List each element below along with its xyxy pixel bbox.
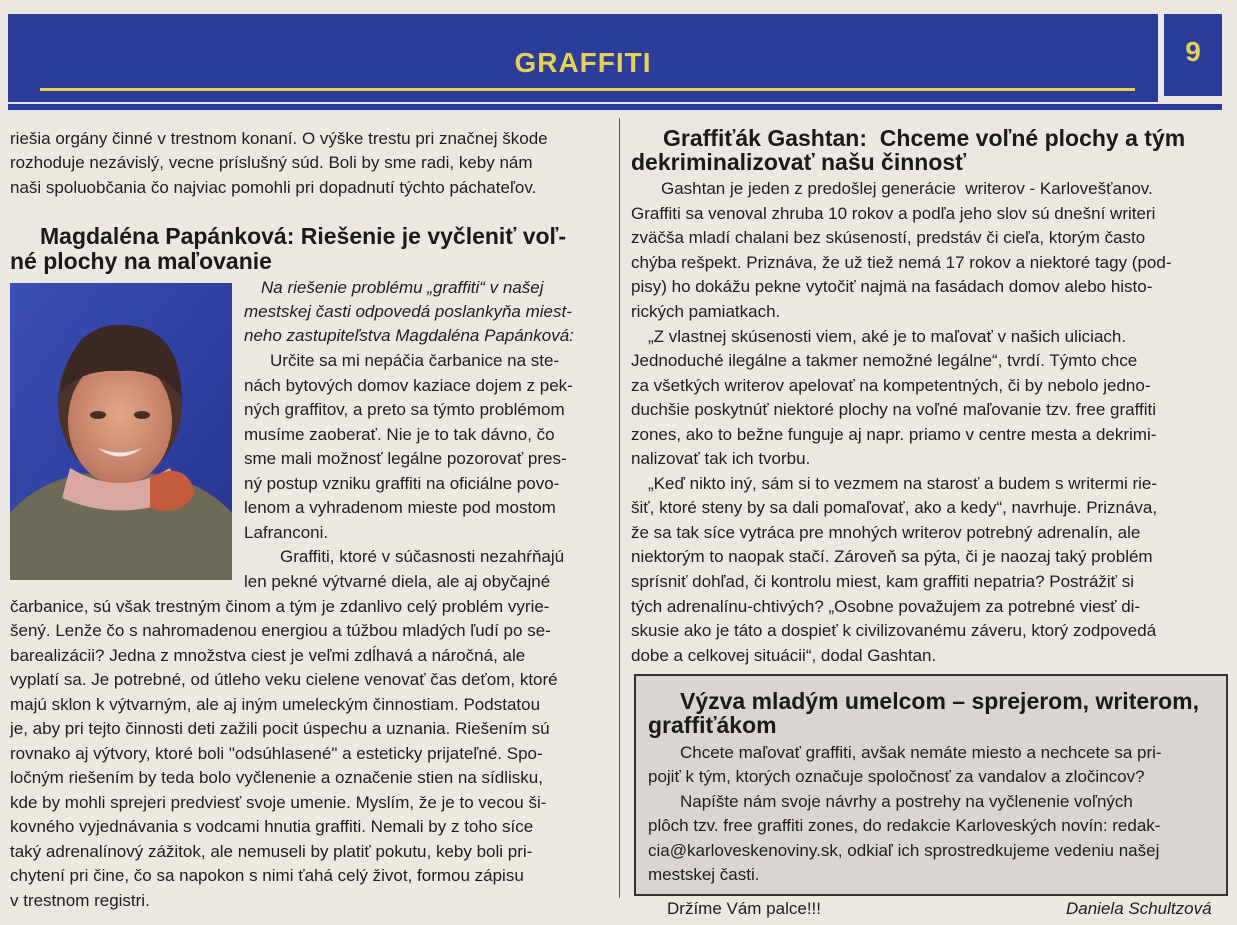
body-line: skusie ako je táto a dospieť k civilizovanému záveru, ktorý zodpovedá	[631, 621, 1157, 640]
body-line: kovného vyjednávania s vodcami hnutia graffiti. Nemali by z toho síce	[10, 817, 534, 836]
box-body-line: cia@karloveskenoviny.sk, odkiaľ ich sprostredkujeme vedeniu našej	[648, 841, 1160, 860]
body-line: len pekné výtvarné diela, ale aj obyčajné	[244, 572, 551, 591]
body-line: tých adrenalínu-chtivých? „Osobne považujem za potrebné viesť di-	[631, 597, 1141, 616]
body-line: vyplatí sa. Je potrebné, od útleho veku cielene venovať čas deťom, ktoré	[10, 670, 558, 689]
box-body-line: pojiť k tým, ktorých označuje spoločnosť za vandalov a zločincov?	[648, 767, 1145, 786]
body-line: lenom a vyhradenom mieste pod mostom	[244, 498, 556, 517]
body-line: barealizácii? Jedna z množstva ciest je veľmi zdĺhavá a náročná, ale	[10, 646, 526, 665]
body-line: Jednoduché ilegálne a takmer nemožné legálne“, tvrdí. Týmto chce	[631, 351, 1138, 370]
author-byline: Daniela Schultzová	[1066, 899, 1212, 918]
body-line: čarbanice, sú však trestným činom a tým je zdanlivo celý problém vyrie-	[10, 597, 550, 616]
body-line: Lafranconi.	[244, 523, 329, 542]
lead-line: neho zastupiteľstva Magdaléna Papánková:	[244, 326, 574, 345]
body-line: Graffiti sa venoval zhruba 10 rokov a podľa jeho slov sú dnešní writeri	[631, 204, 1156, 223]
body-line: Graffiti, ktoré v súčasnosti nezahŕňajú	[280, 547, 565, 566]
page-number: 9	[1185, 36, 1201, 67]
body-line: šený. Lenže čo s nahromadenou energiou a túžbou mladých ľudí po se-	[10, 621, 551, 640]
body-line: musíme zaoberať. Nie je to tak dávno, čo	[244, 425, 555, 444]
header-rule	[40, 88, 1135, 91]
intro-line: naši spoluobčania čo najviac pomohli pri dopadnutí týchto páchateľov.	[10, 178, 537, 197]
body-line: chýba rešpekt. Priznáva, že už tiež nemá 17 rokov a niektoré tagy (pod-	[631, 253, 1172, 272]
intro-line: riešia orgány činné v trestnom konaní. O výške trestu pri značnej škode	[10, 129, 548, 148]
body-line: zones, ako to bežne funguje aj napr. priamo v centre mesta a dekrimi-	[631, 425, 1157, 444]
sign-off: Držíme Vám palce!!!	[667, 899, 821, 918]
box-body-line: Napíšte nám svoje návrhy a postrehy na vyčlenenie voľných	[680, 792, 1133, 811]
body-line: dobe a celkovej situácii“, dodal Gashtan.	[631, 646, 937, 665]
box-body-line: mestskej časti.	[648, 865, 760, 884]
body-line: ných graffitov, a preto sa týmto problémom	[244, 400, 565, 419]
left-headline-line: né plochy na maľovanie	[10, 248, 272, 274]
body-line: sprísniť dohľad, či kontrolu miest, kam graffiti nepatria? Postrážiť si	[631, 572, 1135, 591]
intro-line: rozhoduje nezávislý, vecne príslušný súd. Boli by sme radi, keby nám	[10, 153, 533, 172]
body-line: zväčša mladí chalani bez skúseností, predstáv či cieľa, ktorým často	[631, 228, 1146, 247]
body-line: pisy) ho dokážu pekne vytočiť najmä na fasádach domov alebo histo-	[631, 277, 1153, 296]
body-line: niektorým to naopak stačí. Zároveň sa pýta, či je naozaj taký problém	[631, 547, 1153, 566]
section-title: GRAFFITI	[514, 47, 652, 78]
box-body-line: plôch tzv. free graffiti zones, do redakcie Karloveských novín: redak-	[648, 816, 1161, 835]
body-line: ločným riešením by teda bolo vyčlenenie a označenie stien na sídlisku,	[10, 768, 543, 787]
lead-line: Na riešenie problému „graffiti“ v našej	[261, 278, 544, 297]
body-line: nalizovať tak ich tvorbu.	[631, 449, 811, 468]
portrait-photo	[10, 283, 232, 580]
section-header	[8, 14, 1158, 102]
body-line: majú sklon k výtvarným, ale aj iným umeleckým činnostiam. Podstatou	[10, 695, 541, 714]
body-line: šiť, ktoré steny by sa dali pomaľovať, ako a kedy“, navrhuje. Priznáva,	[631, 498, 1158, 517]
body-line: sme mali možnosť legálne pozorovať pres-	[244, 449, 567, 468]
lead-line: mestskej časti odpovedá poslankyňa miest-	[244, 302, 572, 321]
box-body-line: Chcete maľovať graffiti, avšak nemáte miesto a nechcete sa pri-	[680, 743, 1162, 762]
body-line: za všetkých writerov apelovať na kompetentných, či by nebolo jedno-	[631, 376, 1151, 395]
box-headline-line: graffiťákom	[648, 712, 777, 738]
body-line: Určite sa mi nepáčia čarbanice na ste-	[270, 351, 560, 370]
body-line: „Keď nikto iný, sám si to vezmem na starosť a budem s writermi rie-	[648, 474, 1158, 493]
column-divider	[619, 118, 620, 898]
body-line: kde by mohli sprejeri predviesť svoje umenie. Myslím, že je to vecou ši-	[10, 793, 547, 812]
body-line: rických pamiatkach.	[631, 302, 781, 321]
body-line: „Z vlastnej skúsenosti viem, aké je to maľovať v našich uliciach.	[648, 327, 1127, 346]
page-number-box	[1164, 14, 1222, 96]
left-headline-line: Magdaléna Papánková: Riešenie je vyčleniť voľ-	[40, 223, 567, 249]
body-line: že sa tak síce vytráca pre mnohých writerov potrebný adrenalín, ale	[631, 523, 1141, 542]
body-line: chytení pri čine, čo sa napokon s nimi ťahá celý život, formou zápisu	[10, 866, 524, 885]
body-line: v trestnom registri.	[10, 891, 150, 910]
body-line: duchšie poskytnúť niektoré plochy na voľné maľovanie tzv. free graffiti	[631, 400, 1156, 419]
box-headline-line: Výzva mladým umelcom – sprejerom, writerom,	[680, 688, 1199, 714]
portrait-illustration	[10, 283, 232, 580]
body-line: nách bytových domov kaziace dojem z pek-	[244, 376, 573, 395]
body-line: rovnako aj výtvory, ktoré boli "odsúhlasené" a esteticky prijateľné. Spo-	[10, 744, 543, 763]
body-line: ný postup vzniku graffiti na oficiálne povo-	[244, 474, 560, 493]
body-line: je, aby pri tejto činnosti deti zažili pocit úspechu a uznania. Riešením sú	[10, 719, 550, 738]
header-underline	[8, 104, 1222, 110]
body-line: taký adrenalínový zážitok, ale nemuseli by platiť pokutu, keby boli pri-	[10, 842, 533, 861]
right-headline-line: dekriminalizovať našu činnosť	[631, 149, 967, 175]
right-headline-line: Graffiťák Gashtan: Chceme voľné plochy a tým	[663, 125, 1186, 151]
body-line: Gashtan je jeden z predošlej generácie writerov - Karlovešťanov.	[661, 179, 1153, 198]
